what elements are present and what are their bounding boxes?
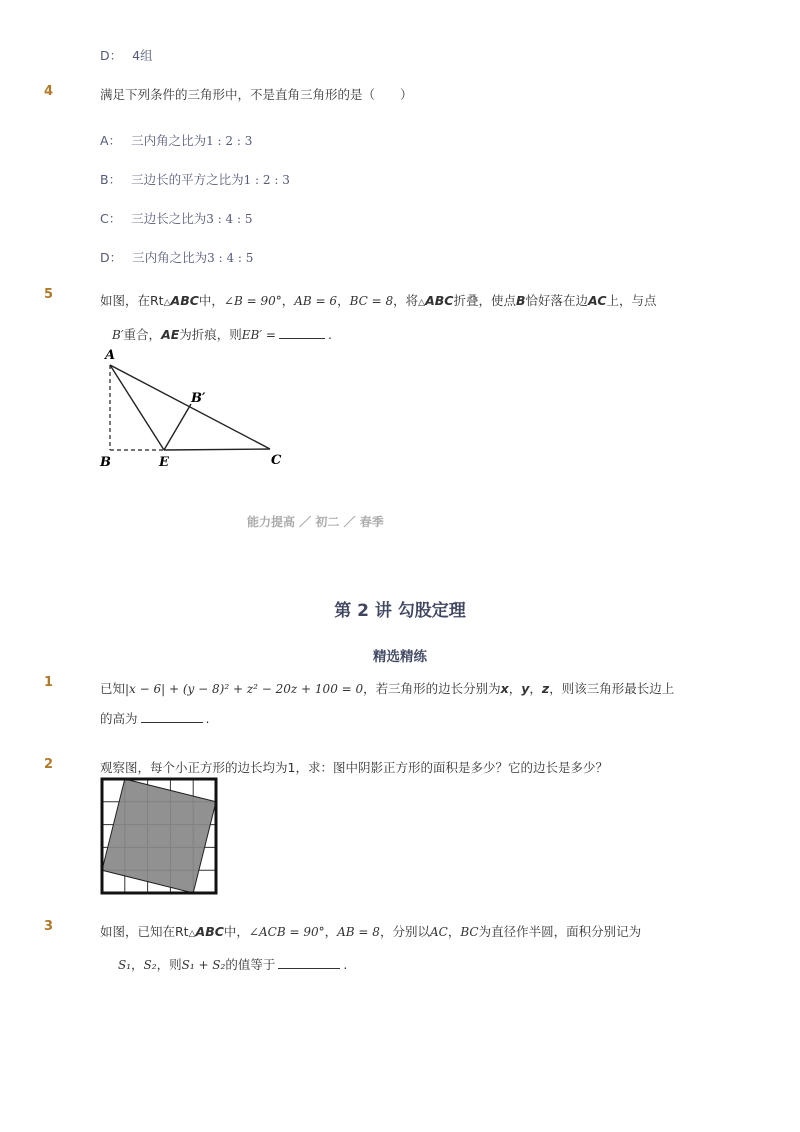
- text-run: .: [327, 327, 332, 342]
- option-prefix: 三内角之比为: [131, 133, 207, 148]
- math-abc: ABC: [170, 293, 199, 308]
- section-title: 精选精练: [373, 649, 427, 665]
- math-b-prime: B′: [112, 328, 124, 342]
- text-run: ，: [508, 681, 522, 696]
- p3-line-2: [118, 955, 347, 973]
- math-equation: |x − 6| + (y − 8)² + z² − 20z + 100 = 0: [125, 682, 364, 696]
- math-ac: AC: [588, 293, 607, 308]
- problem-number-2: 2: [44, 757, 54, 772]
- p1-line-1: [100, 679, 674, 697]
- option-text: 4组: [132, 48, 153, 63]
- math-s2: S₂: [143, 958, 157, 972]
- triangle-symbol: △: [418, 298, 426, 308]
- text-run: 已知: [100, 681, 126, 696]
- option-letter: A：: [100, 133, 122, 148]
- text-run: 的值等于: [225, 957, 276, 972]
- answer-blank[interactable]: [279, 327, 325, 339]
- text-run: ，: [324, 924, 338, 939]
- math-y: y: [521, 681, 530, 696]
- answer-blank[interactable]: [278, 957, 340, 969]
- math-ab: AB = 8: [337, 925, 380, 939]
- p3-line-1: [100, 922, 641, 940]
- text-run: .: [343, 957, 348, 972]
- label-c: C: [271, 453, 282, 468]
- math-z: z: [541, 681, 550, 696]
- text-run: ，: [131, 957, 144, 972]
- math-ac: AC: [429, 925, 448, 939]
- option-letter: B：: [100, 172, 122, 187]
- option-letter: D：: [100, 48, 123, 63]
- option-ratio: 3 : 4 : 5: [206, 212, 253, 226]
- p1-line-2: [100, 709, 210, 727]
- triangle-symbol: △: [163, 298, 171, 308]
- p2-stem: 观察图，每个小正方形的边长均为1，求：图中阴影正方形的面积是多少？它的边长是多少？: [100, 760, 608, 775]
- question-number-4: 4: [44, 84, 54, 99]
- triangle-symbol: △: [188, 929, 196, 939]
- math-bc: BC = 8: [349, 294, 394, 308]
- text-run: ，则: [156, 957, 182, 972]
- q5-line-1: [100, 291, 657, 309]
- p2-grid-figure: [100, 777, 218, 895]
- option-ratio: 1 : 2 : 3: [206, 134, 253, 148]
- math-abc: ABC: [425, 293, 454, 308]
- option-letter: D：: [100, 250, 123, 265]
- option-prefix: 三内角之比为: [132, 250, 208, 265]
- segment-ec: [164, 449, 270, 450]
- math-eb-prime: EB′ =: [241, 328, 276, 342]
- text-run: ，若三角形的边长分别为: [363, 681, 501, 696]
- text-run: 为直径作半圆，面积分别记为: [478, 924, 642, 939]
- text-run: ，则该三角形最长边上: [549, 681, 675, 696]
- shaded-square: [102, 779, 216, 893]
- segment-eb-prime: [164, 404, 191, 450]
- option-ratio: 3 : 4 : 5: [207, 251, 254, 265]
- math-b: B: [515, 293, 526, 308]
- label-e: E: [159, 455, 169, 470]
- text-run: .: [205, 711, 210, 726]
- math-angle: ∠ACB = 90°: [248, 925, 325, 939]
- text-run: ，: [447, 924, 461, 939]
- math-abc: ABC: [195, 924, 224, 939]
- math-s1: S₁: [118, 958, 132, 972]
- math-x: x: [500, 681, 509, 696]
- text-run: 恰好落在边: [525, 293, 589, 308]
- page-footer: 能力提高 ／ 初二 ／ 春季: [247, 515, 384, 529]
- text-run: ，分别以: [379, 924, 430, 939]
- q5-line-2: [112, 325, 332, 343]
- option-prefix: 三边长之比为: [131, 211, 207, 226]
- segment-ae: [110, 365, 164, 450]
- text-run: 折叠，使点: [453, 293, 516, 308]
- text-run: ，: [529, 681, 542, 696]
- problem-number-3: 3: [44, 919, 54, 934]
- text-run: 如图，已知在Rt: [100, 924, 189, 939]
- option-ratio: 1 : 2 : 3: [243, 173, 290, 187]
- problem-number-1: 1: [44, 675, 54, 690]
- q4-option-a: [100, 131, 252, 149]
- text-run: 上，与点: [606, 293, 657, 308]
- option-prefix: 三边长的平方之比为: [131, 172, 244, 187]
- option-letter: C：: [100, 211, 122, 226]
- answer-blank[interactable]: [141, 711, 203, 723]
- q4-option-d: [100, 248, 253, 266]
- prev-option-d: [100, 46, 153, 64]
- q5-triangle-figure: [95, 343, 295, 473]
- text-run: ，将: [393, 293, 419, 308]
- text-run: 为折痕，则: [179, 327, 242, 342]
- q4-option-b: [100, 170, 290, 188]
- label-a: A: [105, 348, 116, 363]
- math-ae: AE: [161, 327, 180, 342]
- question-number-5: 5: [44, 287, 54, 302]
- math-sum: S₁ + S₂: [181, 958, 226, 972]
- label-b-prime: B′: [191, 391, 206, 406]
- text-run: 中，: [223, 924, 249, 939]
- label-b: B: [100, 455, 111, 470]
- text-run: ，: [281, 293, 295, 308]
- q4-stem: 满足下列条件的三角形中，不是直角三角形的是（ ）: [100, 87, 413, 102]
- q4-option-c: [100, 209, 253, 227]
- text-run: 如图，在Rt: [100, 293, 164, 308]
- math-bc: BC: [460, 925, 479, 939]
- math-angle: ∠B = 90°: [223, 294, 282, 308]
- text-run: ，: [337, 293, 350, 308]
- text-run: 中，: [198, 293, 224, 308]
- text-run: 的高为: [100, 711, 138, 726]
- lecture-title: 第 2 讲 勾股定理: [334, 601, 466, 621]
- math-ab: AB = 6: [294, 294, 338, 308]
- text-run: 重合，: [123, 327, 162, 342]
